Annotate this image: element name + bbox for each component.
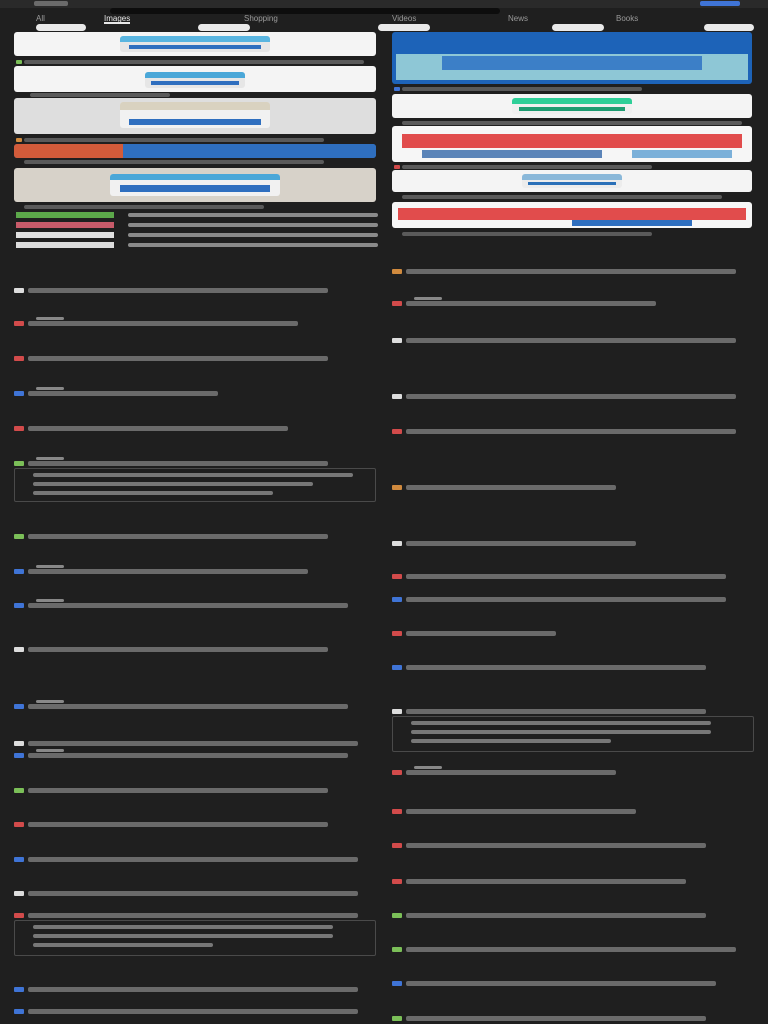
thumbnail-text xyxy=(128,213,378,217)
product-image xyxy=(422,150,602,158)
product-banner xyxy=(398,208,746,220)
result-item[interactable] xyxy=(14,703,376,711)
image-caption[interactable] xyxy=(24,205,264,209)
result-title xyxy=(406,947,736,952)
result-item[interactable] xyxy=(14,287,376,295)
favicon-icon xyxy=(392,394,402,399)
favicon-icon xyxy=(392,947,402,952)
result-title xyxy=(406,541,636,546)
result-item[interactable] xyxy=(392,630,754,638)
source-icon xyxy=(16,60,22,64)
product-image xyxy=(14,144,123,158)
favicon-icon xyxy=(14,741,24,746)
favicon-icon xyxy=(392,631,402,636)
product-image xyxy=(120,36,270,52)
related-searches-box xyxy=(14,468,376,502)
result-item[interactable] xyxy=(392,540,754,548)
result-title xyxy=(28,356,328,361)
result-badge xyxy=(36,749,64,752)
result-title xyxy=(28,603,348,608)
product-banner xyxy=(402,134,742,148)
favicon-icon xyxy=(392,597,402,602)
favicon-icon xyxy=(14,321,24,326)
result-item[interactable] xyxy=(392,842,754,850)
favicon-icon xyxy=(14,788,24,793)
favicon-icon xyxy=(392,981,402,986)
result-title xyxy=(28,391,218,396)
result-title xyxy=(28,534,328,539)
result-title xyxy=(28,426,288,431)
product-image xyxy=(522,174,622,188)
result-item[interactable] xyxy=(14,390,376,398)
thumbnail[interactable] xyxy=(16,212,114,218)
favicon-icon xyxy=(14,987,24,992)
search-tabs xyxy=(0,14,768,24)
result-title xyxy=(28,1009,358,1014)
result-title xyxy=(406,770,616,775)
related-search-link[interactable] xyxy=(33,473,353,477)
result-item[interactable] xyxy=(14,986,376,994)
result-item[interactable] xyxy=(392,337,754,345)
result-title xyxy=(406,631,556,636)
favicon-icon xyxy=(392,770,402,775)
image-result[interactable] xyxy=(14,168,376,202)
related-searches-box xyxy=(14,920,376,956)
source-icon xyxy=(394,165,400,169)
result-title xyxy=(406,485,616,490)
tab-images[interactable]: Images xyxy=(104,14,131,23)
chip-flavor[interactable] xyxy=(198,24,250,31)
result-title xyxy=(406,981,716,986)
image-result[interactable] xyxy=(14,98,376,134)
image-result[interactable] xyxy=(392,202,752,228)
favicon-icon xyxy=(392,301,402,306)
image-result[interactable] xyxy=(14,66,376,92)
favicon-icon xyxy=(14,603,24,608)
result-item[interactable] xyxy=(392,393,754,401)
result-badge xyxy=(36,317,64,320)
result-item[interactable] xyxy=(392,268,754,276)
result-title xyxy=(406,394,736,399)
favicon-icon xyxy=(392,809,402,814)
tab-books[interactable]: Books xyxy=(616,14,639,23)
result-item[interactable] xyxy=(392,980,754,988)
result-item[interactable] xyxy=(392,664,754,672)
result-item[interactable] xyxy=(14,752,376,760)
result-title xyxy=(406,665,706,670)
favicon-icon xyxy=(392,709,402,714)
result-item[interactable] xyxy=(392,1015,754,1023)
result-title xyxy=(28,704,348,709)
related-search-link[interactable] xyxy=(33,491,273,495)
product-image xyxy=(145,72,245,88)
status-left xyxy=(34,1,68,6)
result-badge xyxy=(36,565,64,568)
image-caption[interactable] xyxy=(402,165,652,169)
result-item[interactable] xyxy=(14,912,376,920)
filter-chips xyxy=(0,24,768,32)
image-result[interactable] xyxy=(14,32,376,56)
result-title xyxy=(28,321,298,326)
result-item[interactable] xyxy=(14,787,376,795)
favicon-icon xyxy=(392,913,402,918)
result-item[interactable] xyxy=(392,808,754,816)
favicon-icon xyxy=(392,485,402,490)
result-title xyxy=(28,822,328,827)
result-item[interactable] xyxy=(392,596,754,604)
result-title xyxy=(28,788,328,793)
result-item[interactable] xyxy=(14,1008,376,1016)
thumbnail-text xyxy=(128,223,378,227)
favicon-icon xyxy=(14,913,24,918)
image-caption[interactable] xyxy=(402,121,742,125)
tab-all[interactable]: All xyxy=(36,14,45,23)
product-label xyxy=(442,56,702,70)
product-image xyxy=(267,144,376,158)
result-item[interactable] xyxy=(14,646,376,654)
favicon-icon xyxy=(14,753,24,758)
thumbnail-text xyxy=(128,233,378,237)
image-result[interactable] xyxy=(392,170,752,192)
chip-brand[interactable] xyxy=(552,24,604,31)
result-item[interactable] xyxy=(14,533,376,541)
favicon-icon xyxy=(392,541,402,546)
source-icon xyxy=(394,87,400,91)
tab-shopping[interactable]: Shopping xyxy=(244,14,278,23)
result-badge xyxy=(414,766,442,769)
result-item[interactable] xyxy=(14,320,376,328)
result-title xyxy=(28,461,328,466)
chip-form[interactable] xyxy=(378,24,430,31)
favicon-icon xyxy=(14,356,24,361)
image-caption[interactable] xyxy=(402,195,722,199)
result-title xyxy=(28,987,358,992)
tab-news[interactable]: News xyxy=(508,14,529,23)
favicon-icon xyxy=(392,269,402,274)
favicon-icon xyxy=(14,704,24,709)
result-badge xyxy=(36,457,64,460)
result-title xyxy=(406,879,686,884)
image-caption[interactable] xyxy=(24,60,364,64)
source-icon xyxy=(16,138,22,142)
result-item[interactable] xyxy=(14,425,376,433)
result-title xyxy=(28,891,358,896)
image-caption[interactable] xyxy=(24,160,324,164)
result-title xyxy=(406,269,736,274)
result-title xyxy=(28,913,358,918)
thumbnail[interactable] xyxy=(16,242,114,248)
related-search-link[interactable] xyxy=(411,739,611,743)
favicon-icon xyxy=(392,665,402,670)
image-result[interactable] xyxy=(392,126,752,162)
result-title xyxy=(406,301,656,306)
result-badge xyxy=(36,387,64,390)
result-item[interactable] xyxy=(14,602,376,610)
product-image xyxy=(572,220,692,226)
favicon-icon xyxy=(392,429,402,434)
result-title xyxy=(406,338,736,343)
result-title xyxy=(28,741,358,746)
result-title xyxy=(406,913,706,918)
result-title xyxy=(28,569,308,574)
result-title xyxy=(406,429,736,434)
result-title xyxy=(406,574,726,579)
related-search-link[interactable] xyxy=(33,482,313,486)
result-item[interactable] xyxy=(392,708,754,716)
result-item[interactable] xyxy=(392,946,754,954)
result-title xyxy=(28,753,348,758)
favicon-icon xyxy=(392,574,402,579)
favicon-icon xyxy=(14,1009,24,1014)
result-title xyxy=(406,1016,706,1021)
favicon-icon xyxy=(14,857,24,862)
results-note xyxy=(0,0,1,1)
favicon-icon xyxy=(14,891,24,896)
result-item[interactable] xyxy=(14,460,376,468)
result-title xyxy=(28,857,358,862)
result-title xyxy=(28,647,328,652)
result-item[interactable] xyxy=(392,573,754,581)
result-item[interactable] xyxy=(392,300,754,308)
favicon-icon xyxy=(14,647,24,652)
favicon-icon xyxy=(14,822,24,827)
thumbnail-text xyxy=(128,243,378,247)
result-item[interactable] xyxy=(392,912,754,920)
favicon-icon xyxy=(392,338,402,343)
favicon-icon xyxy=(392,843,402,848)
status-bar xyxy=(0,0,768,8)
result-title xyxy=(28,288,328,293)
result-item[interactable] xyxy=(14,821,376,829)
product-image xyxy=(512,98,632,114)
result-title xyxy=(406,843,706,848)
result-badge xyxy=(36,700,64,703)
result-item[interactable] xyxy=(392,428,754,436)
related-search-link[interactable] xyxy=(411,721,711,725)
image-caption[interactable] xyxy=(24,138,324,142)
image-caption[interactable] xyxy=(402,232,652,236)
result-item[interactable] xyxy=(392,878,754,886)
favicon-icon xyxy=(14,426,24,431)
result-item[interactable] xyxy=(14,355,376,363)
chip-price[interactable] xyxy=(36,24,86,31)
result-item[interactable] xyxy=(14,890,376,898)
related-searches-box xyxy=(392,716,754,752)
thumbnail-list xyxy=(16,212,378,248)
image-caption[interactable] xyxy=(30,93,170,97)
product-image xyxy=(120,102,270,128)
related-search-link[interactable] xyxy=(33,925,333,929)
result-item[interactable] xyxy=(392,769,754,777)
result-item[interactable] xyxy=(14,568,376,576)
thumbnail[interactable] xyxy=(16,222,114,228)
image-result[interactable] xyxy=(392,32,752,84)
tab-videos[interactable]: Videos xyxy=(392,14,417,23)
result-badge xyxy=(36,599,64,602)
result-title xyxy=(406,809,636,814)
result-item[interactable] xyxy=(14,740,376,748)
favicon-icon xyxy=(392,879,402,884)
favicon-icon xyxy=(14,461,24,466)
favicon-icon xyxy=(14,391,24,396)
favicon-icon xyxy=(392,1016,402,1021)
favicon-icon xyxy=(14,534,24,539)
result-title xyxy=(406,709,706,714)
product-image xyxy=(110,174,280,196)
result-title xyxy=(406,597,726,602)
image-result[interactable] xyxy=(392,94,752,118)
status-right xyxy=(700,1,740,6)
favicon-icon xyxy=(14,569,24,574)
related-search-link[interactable] xyxy=(33,934,333,938)
chip-size[interactable] xyxy=(704,24,754,31)
related-search-link[interactable] xyxy=(411,730,711,734)
result-item[interactable] xyxy=(14,856,376,864)
image-result[interactable] xyxy=(14,144,376,158)
related-search-link[interactable] xyxy=(33,943,213,947)
result-badge xyxy=(414,297,442,300)
result-item[interactable] xyxy=(392,484,754,492)
image-caption[interactable] xyxy=(402,87,642,91)
thumbnail[interactable] xyxy=(16,232,114,238)
favicon-icon xyxy=(14,288,24,293)
product-image xyxy=(632,150,732,158)
